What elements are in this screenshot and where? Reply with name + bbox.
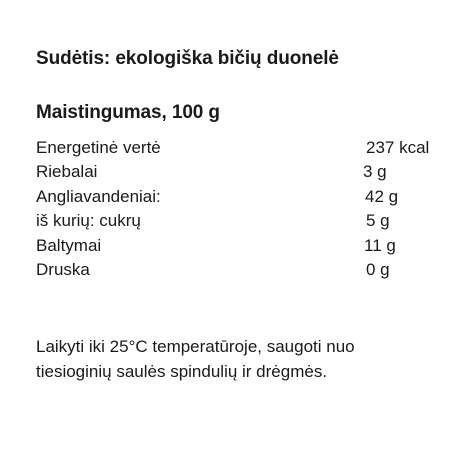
storage-line: tiesioginių saulės spindulių ir drėgmės.: [36, 362, 328, 381]
nutrition-title: Maistingumas, 100 g: [36, 102, 220, 123]
nutrient-name: Druska: [36, 259, 90, 279]
nutrient-value: 0 g: [366, 259, 390, 279]
nutrient-name: Baltymai: [36, 235, 102, 255]
nutrition-row-fat: [36, 160, 440, 184]
nutrient-value: 5 g: [366, 211, 390, 231]
storage-instructions: [36, 334, 446, 384]
nutrient-name: Energetinė vertė: [36, 138, 161, 157]
nutrient-name: Angliavandeniai:: [36, 186, 161, 206]
nutrition-row-energy: [36, 136, 440, 160]
storage-line: Laikyti iki 25°C temperatūroje, saugoti nuo: [36, 337, 355, 356]
nutrient-name: iš kurių: cukrų: [36, 211, 141, 231]
nutrient-value: 237 kcal: [366, 138, 430, 157]
nutrition-row-protein: [36, 234, 440, 258]
nutrient-value: 42 g: [365, 186, 399, 206]
nutrition-table: [36, 136, 440, 282]
nutrient-value: 3 g: [363, 162, 387, 182]
nutrient-value: 11 g: [364, 235, 396, 255]
composition-heading: Sudėtis: ekologiška bičių duonelė: [36, 48, 339, 69]
nutrition-row-salt: [36, 258, 440, 282]
nutrition-row-sugars: [36, 209, 440, 233]
nutrient-name: Riebalai: [36, 162, 98, 182]
nutrition-row-carbohydrates: [36, 185, 440, 209]
